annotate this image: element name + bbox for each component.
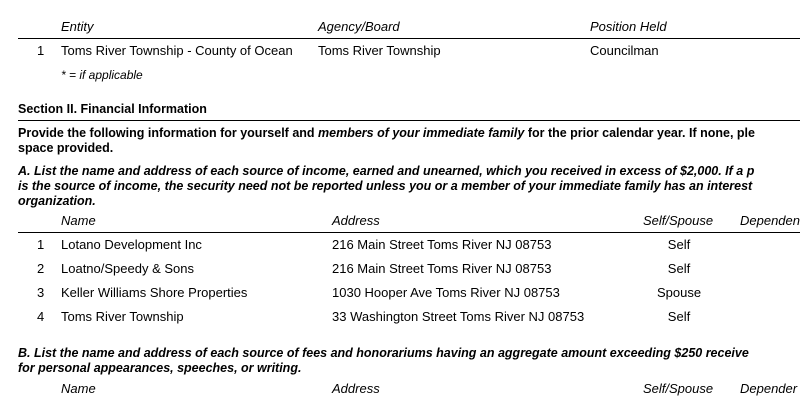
income-address-cell: 1030 Hooper Ave Toms River NJ 08753 [332, 285, 560, 300]
row-number: 1 [37, 43, 45, 58]
part-a-line-1: A. List the name and address of each source of income, earned and unearned, which you received in excess of $2,000. If a p [18, 164, 755, 178]
income-name-cell: Lotano Development Inc [61, 237, 202, 252]
income-self-spouse-cell: Self [667, 309, 691, 324]
income-name-cell: Keller Williams Shore Properties [61, 285, 248, 300]
agency-column-header: Agency/Board [318, 19, 400, 34]
positions-header-rule [18, 38, 800, 39]
income-self-spouse-header: Self/Spouse [643, 213, 714, 228]
position-cell: Councilman [590, 43, 659, 58]
income-name-cell: Toms River Township [61, 309, 184, 324]
row-number: 4 [37, 309, 45, 324]
intro-line-2: space provided. [18, 141, 114, 155]
part-b-line-2: for personal appearances, speeches, or writing. [18, 361, 302, 375]
row-number: 1 [37, 237, 45, 252]
intro-line-1: Provide the following information for yourself and members of your immediate family for the prior calendar year. If none, ple [18, 126, 755, 140]
income-self-spouse-cell: Self [667, 237, 691, 252]
fees-name-header: Name [61, 381, 96, 396]
row-number: 3 [37, 285, 45, 300]
part-a-line-3: organization. [18, 194, 96, 208]
entity-column-header: Entity [61, 19, 94, 34]
agency-cell: Toms River Township [318, 43, 441, 58]
income-address-cell: 33 Washington Street Toms River NJ 08753 [332, 309, 585, 324]
income-name-header: Name [61, 213, 96, 228]
row-number: 2 [37, 261, 45, 276]
part-a-line-2: is the source of income, the security need not be reported unless you or a member of your immediate family has an interest [18, 179, 753, 193]
income-self-spouse-cell: Spouse [656, 285, 702, 300]
section-title: Section II. Financial Information [18, 102, 207, 116]
entity-cell: Toms River Township - County of Ocean [61, 43, 293, 58]
fees-address-header: Address [332, 381, 380, 396]
income-name-cell: Loatno/Speedy & Sons [61, 261, 194, 276]
income-self-spouse-cell: Self [667, 261, 691, 276]
income-address-header: Address [332, 213, 380, 228]
applicable-note: * = if applicable [61, 68, 143, 82]
section-rule [18, 120, 800, 121]
income-address-cell: 216 Main Street Toms River NJ 08753 [332, 237, 552, 252]
position-column-header: Position Held [590, 19, 667, 34]
income-dependent-header: Dependen [740, 213, 800, 228]
part-b-line-1: B. List the name and address of each source of fees and honorariums having an aggregate amount exceeding $250 receive [18, 346, 749, 360]
fees-dependent-header: Depender [740, 381, 798, 396]
fees-self-spouse-header: Self/Spouse [643, 381, 714, 396]
income-header-rule [18, 232, 800, 233]
income-address-cell: 216 Main Street Toms River NJ 08753 [332, 261, 552, 276]
